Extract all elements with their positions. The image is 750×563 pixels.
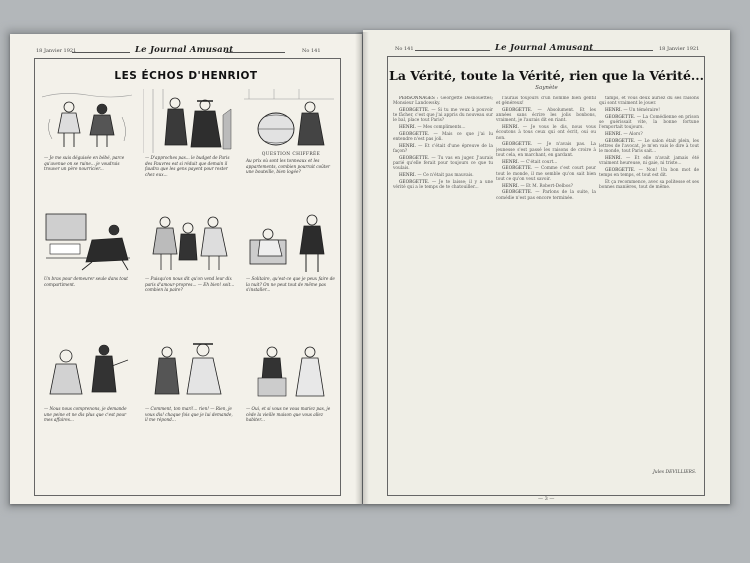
cartoon-caption-8: — Comment, ton mari!... rien! — Rien, je vous dis! chaque fois que je lui demande, il me répond... [145,406,233,423]
cartoon-caption-3: Au prix où sont les tonneaux et les appartements, combien pourrait coûter une bouteille, bien logée? [246,158,330,175]
left-page-date: 18 Janvier 1921 [36,48,77,54]
cartoon-panel-1 [42,89,132,153]
cartoon-caption-7: — Nous nous comprenons, je demande une peine et ne dis plus que c'est pour mes affaires... [44,406,127,423]
left-page-number: No 141 [302,48,321,54]
right-page-subtitle: Saynète [535,85,558,91]
cartoon-panel-5 [143,210,233,274]
header-rule [583,50,653,51]
left-page [10,34,362,504]
cartoon-panel-3 [244,89,334,153]
header-rule [72,52,130,53]
header-rule [415,50,490,51]
left-page-title: LES ÉCHOS D'HENRIOT [114,70,258,82]
cartoon-caption-6: — Solitaire, qu'est-ce que je peux faire de la nuit? On ne peut tout de même pas s'installer... [246,276,335,293]
text-column-2: l'aurais toujours d'un homme bien gentil et généreux! GEORGETTE. — Absolument. Et les années sans écrire les jolis bonbons, vraiment, je l'aurais dit en riant. HENRI. — Je vous le dis, nous vous écoutons à tous ceux qui ont écrit, oui ou non. GEORGETTE. — Je n'avais pas. La jeunesse s'est passé les raisons de croire à tout cela, en marchant, en gardant. HENRI. — C'était court... GEORGETTE. — Comme c'est court pour tout le monde, il me semble qu'on sait bien tout ce qu'on veut savoir. HENRI. — Et M. Robert-Delbos? GEORGETTE. — Parlons de la suite, la comédie n'est pas encore terminée. [496,96,596,201]
left-masthead: Le Journal Amusant [135,45,234,55]
right-masthead: Le Journal Amusant [495,43,594,53]
cartoon-panel-7 [42,336,132,402]
cartoon-label-3: QUESTION CHIFFRÉE [261,152,321,157]
article-signature: Jules DEVILLIERS. [653,470,697,475]
cartoon-caption-9: — Oui, et si vous ne vous mariez pas, je cède la vieille maison que vous allez habiter... [246,406,331,423]
cartoon-panel-2 [143,89,233,153]
cartoon-panel-6 [244,210,334,274]
cartoon-panel-9 [244,336,334,402]
cartoon-panel-8 [143,336,233,402]
right-page [363,30,730,504]
right-page-title: La Vérité, toute la Vérité, rien que la Vérité... [389,68,704,83]
cartoon-caption-4: Un bras pour demeurer seule dans tout compartiment. [44,276,128,287]
cartoon-caption-2: — D'approches pas... le budget de Paris des Pauvres est si réduit que demain il faudra que les gens payent pour rester chez eux... [145,155,230,177]
right-page-number: No 141 [395,46,414,52]
text-column-1: PERSONNAGES : Georgette Desnouettes; Monsieur Landowsky. GEORGETTE. — Si tu me veux à pouvoir te fâcher, c'est que j'ai appris du nouveau sur le bal, place tout Paris? HENRI. — Mes compliments... GEORGETTE. — Mais ce que j'ai lu entendre n'est pas joli. HENRI. — Et c'était d'une épreuve de la façon? GEORGETTE. — Tu vas en juger. J'aurais parié qu'elle ferait pour toujours ce que tu voulais. HENRI. — Ce n'était pas mauvais. GEORGETTE. — Je te laisse; il y a une vérité qui a le temps de te chatouiller... [393,96,493,191]
cartoon-panel-4 [42,210,132,274]
cartoon-caption-1: — Je me suis déguisée en bébé, parce qu'avenue on se ruine... je voudrais trouver un père nourricier... [44,155,125,172]
cartoon-caption-5: — Puisqu'on nous dit qu'on vend leur dix paris d'amour-propres... — Eh bien! soit... combien la paire? [145,276,235,293]
header-rule [225,52,285,53]
spine-gutter [355,32,369,504]
text-column-3: tamps, et vous deux auriez du ses raisons qui sont vraiment le jouer. HENRI. — Un téméraire! GEORGETTE. — La Comédienne en prison se guérissait vite, la bonne fortune l'emportait toujours. HENRI. — Alors? GEORGETTE. — Le salon était plein, les lettres de l'avocat, je m'en vais le dire à tout le monde, tout Paris sait... HENRI. — Et elle n'avait jamais été vraiment heureuse, ni gaie, ni triste... GEORGETTE. — Non! Un bon mot de temps en temps, et tout est dit. Et ça recommence, avec sa politesse et ses bonnes manières, tout de même. [599,96,699,191]
page-number: — 3 — [538,496,555,502]
right-page-date: 18 Janvier 1921 [659,46,700,52]
